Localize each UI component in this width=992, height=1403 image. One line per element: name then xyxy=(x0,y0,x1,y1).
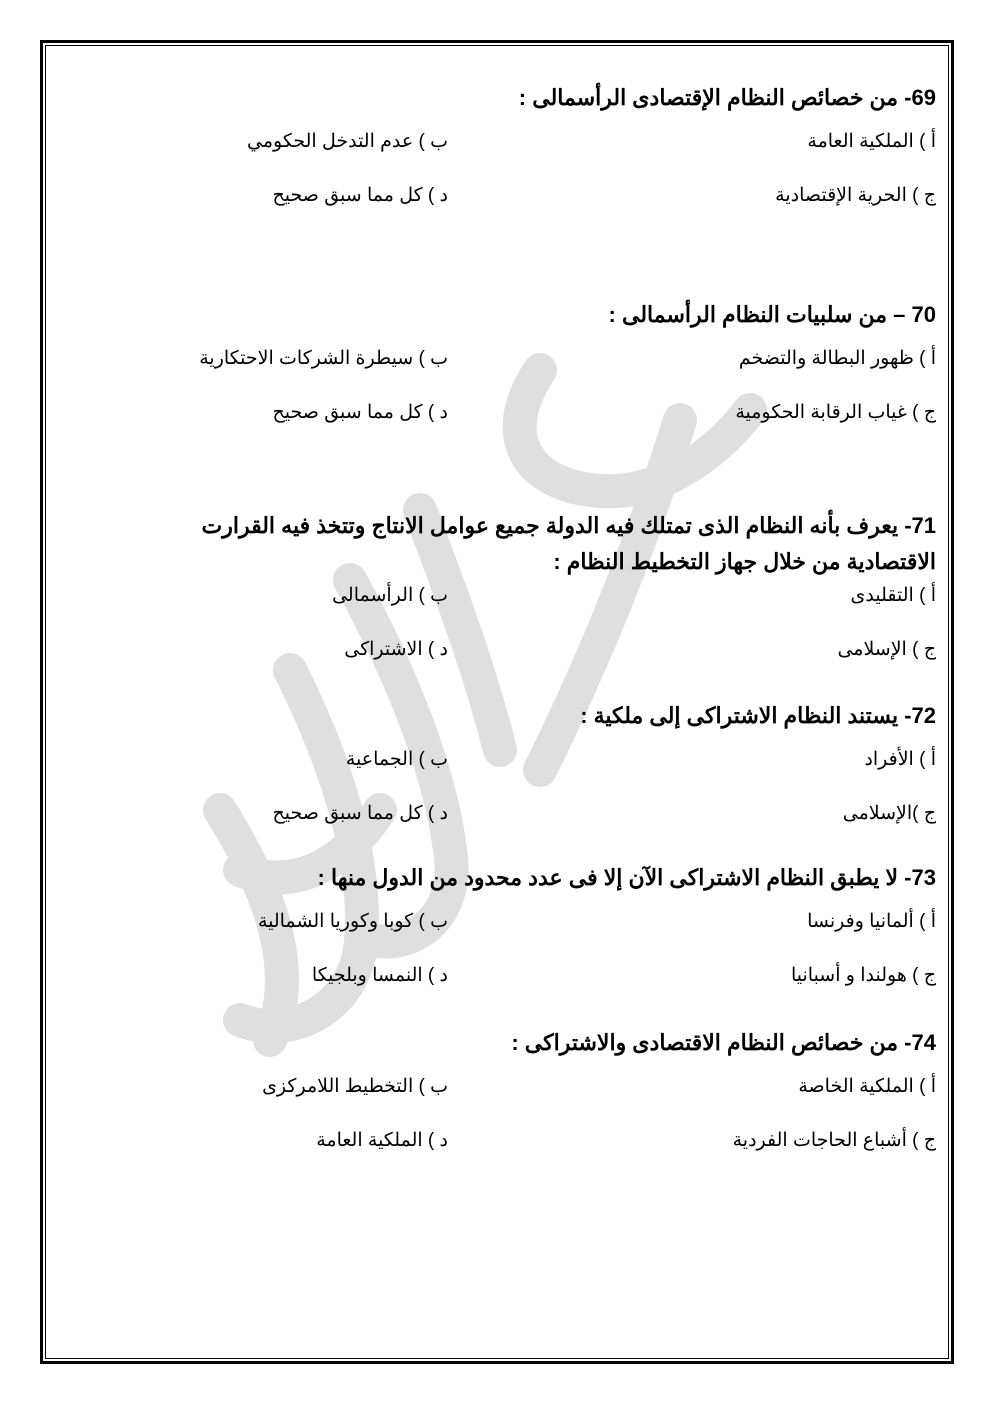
question-72 xyxy=(110,698,936,842)
options-row xyxy=(110,333,936,387)
options-row xyxy=(110,788,936,842)
question-71 xyxy=(110,508,936,678)
option-c: ج ) أشباع الحاجات الفردية xyxy=(732,1130,936,1151)
options-row xyxy=(110,387,936,441)
option-d: د ) النمسا وبلجيكا xyxy=(311,965,448,986)
options-row xyxy=(110,1115,936,1169)
option-c: ج ) غياب الرقابة الحكومية xyxy=(735,402,936,423)
option-c: ج ) الحرية الإقتصادية xyxy=(775,185,936,206)
option-d: د ) الملكية العامة xyxy=(316,1130,448,1151)
option-c: ج )الإسلامى xyxy=(842,803,936,824)
question-69 xyxy=(110,80,936,224)
question-title-line2: الاقتصادية من خلال جهاز التخطيط النظام : xyxy=(553,549,936,574)
option-d: د ) كل مما سبق صحيح xyxy=(272,402,448,423)
option-b: ب ) كوبا وكوريا الشمالية xyxy=(257,911,448,932)
options-row xyxy=(110,116,936,170)
question-70 xyxy=(110,297,936,441)
options-row xyxy=(110,580,936,624)
option-b: ب ) سيطرة الشركات الاحتكارية xyxy=(199,348,448,369)
options-row xyxy=(110,624,936,678)
question-title: 70 – من سلبيات النظام الرأسمالى : xyxy=(608,302,936,327)
option-b: ب ) عدم التدخل الحكومي xyxy=(247,131,448,152)
option-a: أ ) الأفراد xyxy=(864,749,936,770)
options-row xyxy=(110,734,936,788)
option-c: ج ) الإسلامى xyxy=(837,639,936,660)
options-row xyxy=(110,170,936,224)
options-row xyxy=(110,1061,936,1115)
option-d: د ) الاشتراكى xyxy=(344,639,448,660)
question-73 xyxy=(110,860,936,1004)
question-title: 73- لا يطبق النظام الاشتراكى الآن إلا فى عدد محدود من الدول منها : xyxy=(317,865,936,890)
question-title: 72- يستند النظام الاشتراكى إلى ملكية : xyxy=(580,703,936,728)
option-a: أ ) ألمانيا وفرنسا xyxy=(807,911,936,932)
question-title-line1: 71- يعرف بأنه النظام الذى تمتلك فيه الدولة جميع عوامل الانتاج وتتخذ فيه القرارت xyxy=(201,513,936,538)
option-a: أ ) الملكية الخاصة xyxy=(798,1076,936,1097)
question-title: 74- من خصائص النظام الاقتصادى والاشتراكى : xyxy=(511,1030,936,1055)
option-d: د ) كل مما سبق صحيح xyxy=(272,185,448,206)
option-b: ب ) الجماعية xyxy=(345,749,448,770)
option-b: ب ) التخطيط اللامركزى xyxy=(262,1076,448,1097)
question-title: 69- من خصائص النظام الإقتصادى الرأسمالى : xyxy=(518,85,936,110)
option-a: أ ) الملكية العامة xyxy=(807,131,936,152)
option-a: أ ) التقليدى xyxy=(850,585,936,606)
options-row xyxy=(110,896,936,950)
option-c: ج ) هولندا و أسبانيا xyxy=(790,965,936,986)
option-a: أ ) ظهور البطالة والتضخم xyxy=(738,348,936,369)
question-74 xyxy=(110,1025,936,1169)
options-row xyxy=(110,950,936,1004)
option-b: ب ) الرأسمالى xyxy=(332,585,448,606)
option-d: د ) كل مما سبق صحيح xyxy=(272,803,448,824)
